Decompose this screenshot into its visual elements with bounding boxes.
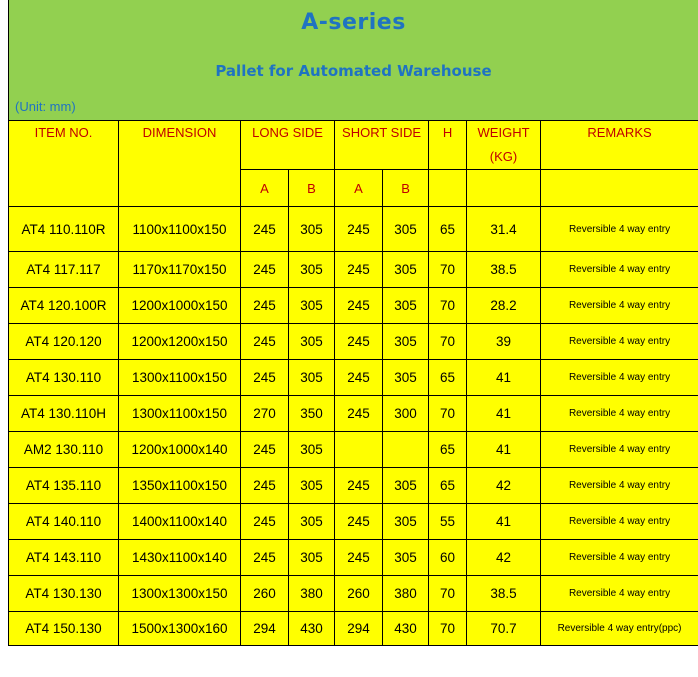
height-cell: 70 [429, 288, 467, 324]
table-row [9, 252, 698, 288]
short-side-a-cell: 294 [335, 612, 383, 646]
header-short-a: A [335, 170, 383, 207]
dimension-cell: 1350x1100x150 [119, 468, 241, 504]
short-side-a-cell: 245 [335, 468, 383, 504]
long-side-a-cell: 260 [241, 576, 289, 612]
dimension-cell: 1200x1000x140 [119, 432, 241, 468]
remarks-cell: Reversible 4 way entry [541, 504, 698, 540]
short-side-b-cell: 430 [383, 612, 429, 646]
short-side-a-cell: 245 [335, 540, 383, 576]
weight-cell: 70.7 [467, 612, 541, 646]
long-side-b-cell: 305 [289, 288, 335, 324]
table-row [9, 288, 698, 324]
weight-cell: 41 [467, 360, 541, 396]
header-banner [8, 0, 698, 120]
height-cell: 55 [429, 504, 467, 540]
item-no-cell: AT4 120.120 [9, 324, 119, 360]
header-h-blank [429, 170, 467, 207]
weight-cell: 41 [467, 432, 541, 468]
dimension-cell: 1300x1100x150 [119, 396, 241, 432]
dimension-cell: 1200x1000x150 [119, 288, 241, 324]
remarks-cell: Reversible 4 way entry [541, 540, 698, 576]
dimension-cell: 1300x1100x150 [119, 360, 241, 396]
item-no-cell: AT4 150.130 [9, 612, 119, 646]
short-side-a-cell: 245 [335, 396, 383, 432]
short-side-a-cell: 245 [335, 252, 383, 288]
short-side-a-cell: 245 [335, 360, 383, 396]
remarks-cell: Reversible 4 way entry [541, 324, 698, 360]
height-cell: 65 [429, 432, 467, 468]
short-side-b-cell: 305 [383, 252, 429, 288]
long-side-b-cell: 305 [289, 360, 335, 396]
item-no-cell: AT4 143.110 [9, 540, 119, 576]
short-side-a-cell: 260 [335, 576, 383, 612]
dimension-cell: 1100x1100x150 [119, 207, 241, 252]
long-side-a-cell: 245 [241, 324, 289, 360]
height-cell: 60 [429, 540, 467, 576]
table-row [9, 504, 698, 540]
table-row [9, 468, 698, 504]
short-side-a-cell: 245 [335, 504, 383, 540]
long-side-a-cell: 245 [241, 504, 289, 540]
header-long-b: B [289, 170, 335, 207]
header-long-a: A [241, 170, 289, 207]
weight-cell: 42 [467, 540, 541, 576]
table-row [9, 540, 698, 576]
remarks-cell: Reversible 4 way entry [541, 396, 698, 432]
header-weight-unit: (KG) [467, 147, 541, 170]
item-no-cell: AT4 117.117 [9, 252, 119, 288]
pallet-spec-sheet [8, 0, 698, 646]
long-side-a-cell: 245 [241, 252, 289, 288]
unit-note: (Unit: mm) [15, 99, 76, 114]
remarks-cell: Reversible 4 way entry [541, 576, 698, 612]
header-weight: WEIGHT [467, 121, 541, 148]
weight-cell: 38.5 [467, 576, 541, 612]
remarks-cell: Reversible 4 way entry(ppc) [541, 612, 698, 646]
height-cell: 70 [429, 576, 467, 612]
height-cell: 70 [429, 324, 467, 360]
short-side-b-cell: 305 [383, 207, 429, 252]
short-side-b-cell: 305 [383, 324, 429, 360]
remarks-cell: Reversible 4 way entry [541, 252, 698, 288]
header-remarks: REMARKS [541, 121, 698, 170]
spec-table [8, 120, 698, 646]
short-side-a-cell: 245 [335, 324, 383, 360]
short-side-b-cell: 305 [383, 360, 429, 396]
long-side-b-cell: 305 [289, 468, 335, 504]
item-no-cell: AT4 130.110 [9, 360, 119, 396]
short-side-b-cell: 305 [383, 504, 429, 540]
sheet-subtitle: Pallet for Automated Warehouse [215, 62, 492, 80]
dimension-cell: 1400x1100x140 [119, 504, 241, 540]
header-long-side: LONG SIDE [241, 121, 335, 170]
remarks-cell: Reversible 4 way entry [541, 432, 698, 468]
table-row [9, 360, 698, 396]
weight-cell: 38.5 [467, 252, 541, 288]
long-side-a-cell: 245 [241, 288, 289, 324]
dimension-cell: 1430x1100x140 [119, 540, 241, 576]
short-side-b-cell: 380 [383, 576, 429, 612]
long-side-b-cell: 305 [289, 324, 335, 360]
weight-cell: 39 [467, 324, 541, 360]
short-side-b-cell: 300 [383, 396, 429, 432]
table-row [9, 207, 698, 252]
series-title: A-series [301, 10, 406, 35]
item-no-cell: AT4 120.100R [9, 288, 119, 324]
header-remarks-blank [541, 170, 698, 207]
long-side-a-cell: 245 [241, 540, 289, 576]
weight-cell: 41 [467, 504, 541, 540]
item-no-cell: AM2 130.110 [9, 432, 119, 468]
long-side-a-cell: 270 [241, 396, 289, 432]
long-side-b-cell: 305 [289, 207, 335, 252]
header-h: H [429, 121, 467, 170]
header-item-no: ITEM NO. [9, 121, 119, 207]
long-side-b-cell: 305 [289, 252, 335, 288]
height-cell: 65 [429, 468, 467, 504]
weight-cell: 31.4 [467, 207, 541, 252]
long-side-a-cell: 245 [241, 207, 289, 252]
remarks-cell: Reversible 4 way entry [541, 468, 698, 504]
table-row [9, 396, 698, 432]
remarks-cell: Reversible 4 way entry [541, 360, 698, 396]
weight-cell: 41 [467, 396, 541, 432]
dimension-cell: 1170x1170x150 [119, 252, 241, 288]
header-weight-blank [467, 170, 541, 207]
height-cell: 70 [429, 252, 467, 288]
long-side-b-cell: 380 [289, 576, 335, 612]
dimension-cell: 1200x1200x150 [119, 324, 241, 360]
table-row [9, 324, 698, 360]
table-row [9, 576, 698, 612]
long-side-b-cell: 305 [289, 540, 335, 576]
height-cell: 70 [429, 396, 467, 432]
header-short-b: B [383, 170, 429, 207]
weight-cell: 42 [467, 468, 541, 504]
short-side-a-cell [335, 432, 383, 468]
short-side-b-cell [383, 432, 429, 468]
item-no-cell: AT4 135.110 [9, 468, 119, 504]
weight-cell: 28.2 [467, 288, 541, 324]
remarks-cell: Reversible 4 way entry [541, 288, 698, 324]
dimension-cell: 1300x1300x150 [119, 576, 241, 612]
dimension-cell: 1500x1300x160 [119, 612, 241, 646]
short-side-a-cell: 245 [335, 207, 383, 252]
long-side-b-cell: 305 [289, 504, 335, 540]
long-side-a-cell: 245 [241, 360, 289, 396]
header-short-side: SHORT SIDE [335, 121, 429, 170]
short-side-b-cell: 305 [383, 468, 429, 504]
height-cell: 65 [429, 360, 467, 396]
height-cell: 65 [429, 207, 467, 252]
table-row [9, 432, 698, 468]
long-side-b-cell: 305 [289, 432, 335, 468]
item-no-cell: AT4 130.130 [9, 576, 119, 612]
header-dimension: DIMENSION [119, 121, 241, 207]
height-cell: 70 [429, 612, 467, 646]
item-no-cell: AT4 130.110H [9, 396, 119, 432]
long-side-a-cell: 245 [241, 432, 289, 468]
long-side-a-cell: 245 [241, 468, 289, 504]
long-side-a-cell: 294 [241, 612, 289, 646]
item-no-cell: AT4 110.110R [9, 207, 119, 252]
remarks-cell: Reversible 4 way entry [541, 207, 698, 252]
short-side-a-cell: 245 [335, 288, 383, 324]
table-row [9, 612, 698, 646]
short-side-b-cell: 305 [383, 288, 429, 324]
short-side-b-cell: 305 [383, 540, 429, 576]
long-side-b-cell: 350 [289, 396, 335, 432]
item-no-cell: AT4 140.110 [9, 504, 119, 540]
long-side-b-cell: 430 [289, 612, 335, 646]
